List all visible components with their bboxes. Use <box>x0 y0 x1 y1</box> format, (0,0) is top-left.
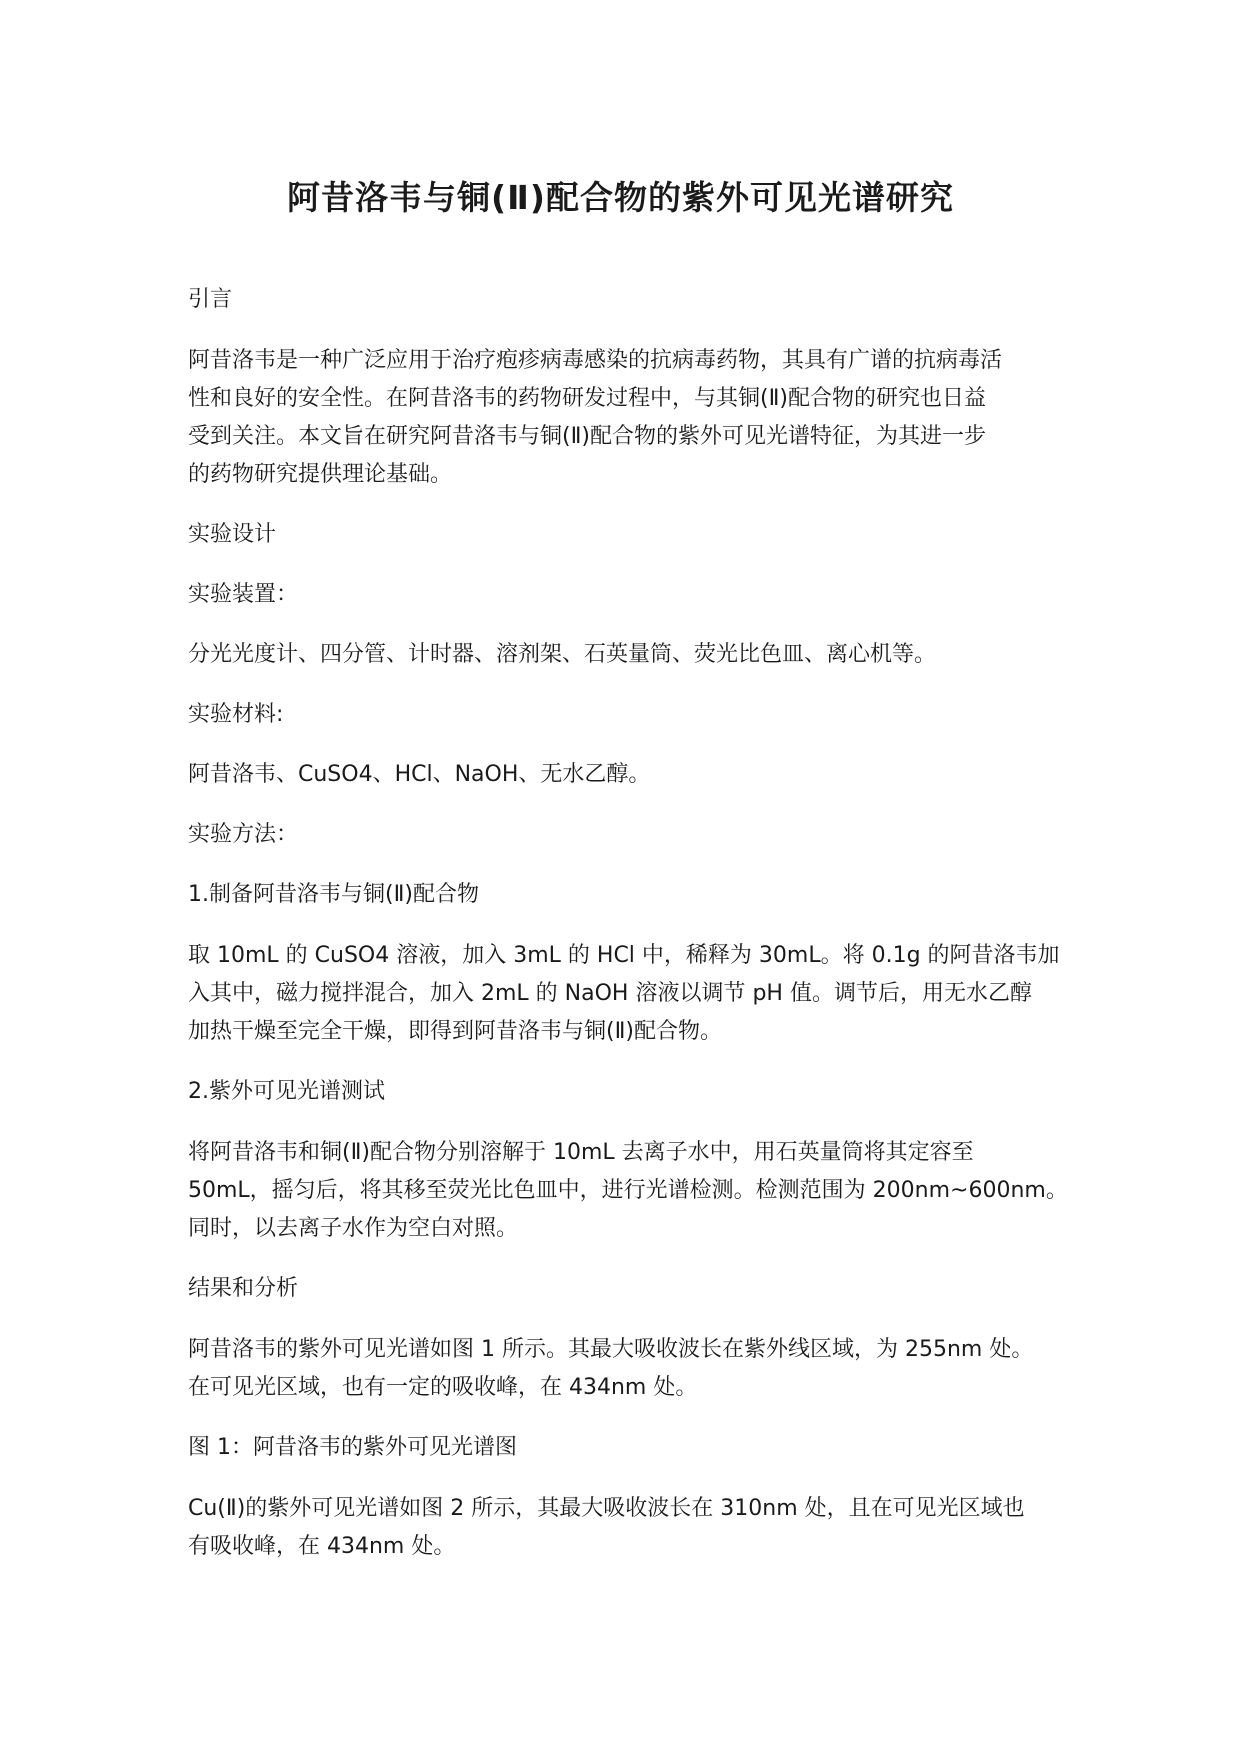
results-heading: 结果和分析 <box>188 1276 299 1301</box>
step1-heading: 1.制备阿昔洛韦与铜(Ⅱ)配合物 <box>188 882 479 907</box>
intro-paragraph-line: 性和良好的安全性。在阿昔洛韦的药物研发过程中，与其铜(Ⅱ)配合物的研究也日益 <box>188 386 986 411</box>
intro-paragraph-line: 的药物研究提供理论基础。 <box>188 462 453 487</box>
step2-paragraph-line: 50mL，摇匀后，将其移至荧光比色皿中，进行光谱检测。检测范围为 200nm~600nm。 <box>188 1178 1068 1203</box>
step2-paragraph-line: 同时，以去离子水作为空白对照。 <box>188 1216 519 1241</box>
apparatus-text: 分光光度计、四分管、计时器、溶剂架、石英量筒、荧光比色皿、离心机等。 <box>188 642 937 667</box>
step1-paragraph-line: 加热干燥至完全干燥，即得到阿昔洛韦与铜(Ⅱ)配合物。 <box>188 1019 722 1044</box>
step2-paragraph-line: 将阿昔洛韦和铜(Ⅱ)配合物分别溶解于 10mL 去离子水中，用石英量筒将其定容至 <box>188 1140 974 1165</box>
cu-paragraph-line: Cu(Ⅱ)的紫外可见光谱如图 2 所示，其最大吸收波长在 310nm 处，且在可见光区域也 <box>188 1496 1025 1521</box>
results-paragraph-line: 阿昔洛韦的紫外可见光谱如图 1 所示。其最大吸收波长在紫外线区域，为 255nm 处。 <box>188 1337 1034 1362</box>
figure1-caption: 图 1：阿昔洛韦的紫外可见光谱图 <box>188 1435 517 1460</box>
intro-paragraph-line: 阿昔洛韦是一种广泛应用于治疗疱疹病毒感染的抗病毒药物，其具有广谱的抗病毒活 <box>188 348 1003 373</box>
cu-paragraph-line: 有吸收峰，在 434nm 处。 <box>188 1534 456 1559</box>
methods-heading: 实验方法： <box>188 822 299 847</box>
document-title: 阿昔洛韦与铜(Ⅱ)配合物的紫外可见光谱研究 <box>287 178 954 217</box>
design-heading: 实验设计 <box>188 522 277 547</box>
apparatus-heading: 实验装置： <box>188 582 299 607</box>
step2-heading: 2.紫外可见光谱测试 <box>188 1079 385 1104</box>
materials-heading: 实验材料: <box>188 702 284 727</box>
materials-text: 阿昔洛韦、CuSO4、HCl、NaOH、无水乙醇。 <box>188 762 651 787</box>
intro-heading: 引言 <box>188 287 233 312</box>
results-paragraph-line: 在可见光区域，也有一定的吸收峰，在 434nm 处。 <box>188 1375 698 1400</box>
intro-paragraph-line: 受到关注。本文旨在研究阿昔洛韦与铜(Ⅱ)配合物的紫外可见光谱特征，为其进一步 <box>188 424 986 449</box>
step1-paragraph-line: 取 10mL 的 CuSO4 溶液，加入 3mL 的 HCl 中，稀释为 30mL。将 0.1g 的阿昔洛韦加 <box>188 943 1060 968</box>
step1-paragraph-line: 入其中，磁力搅拌混合，加入 2mL 的 NaOH 溶液以调节 pH 值。调节后，用无水乙醇 <box>188 981 1032 1006</box>
